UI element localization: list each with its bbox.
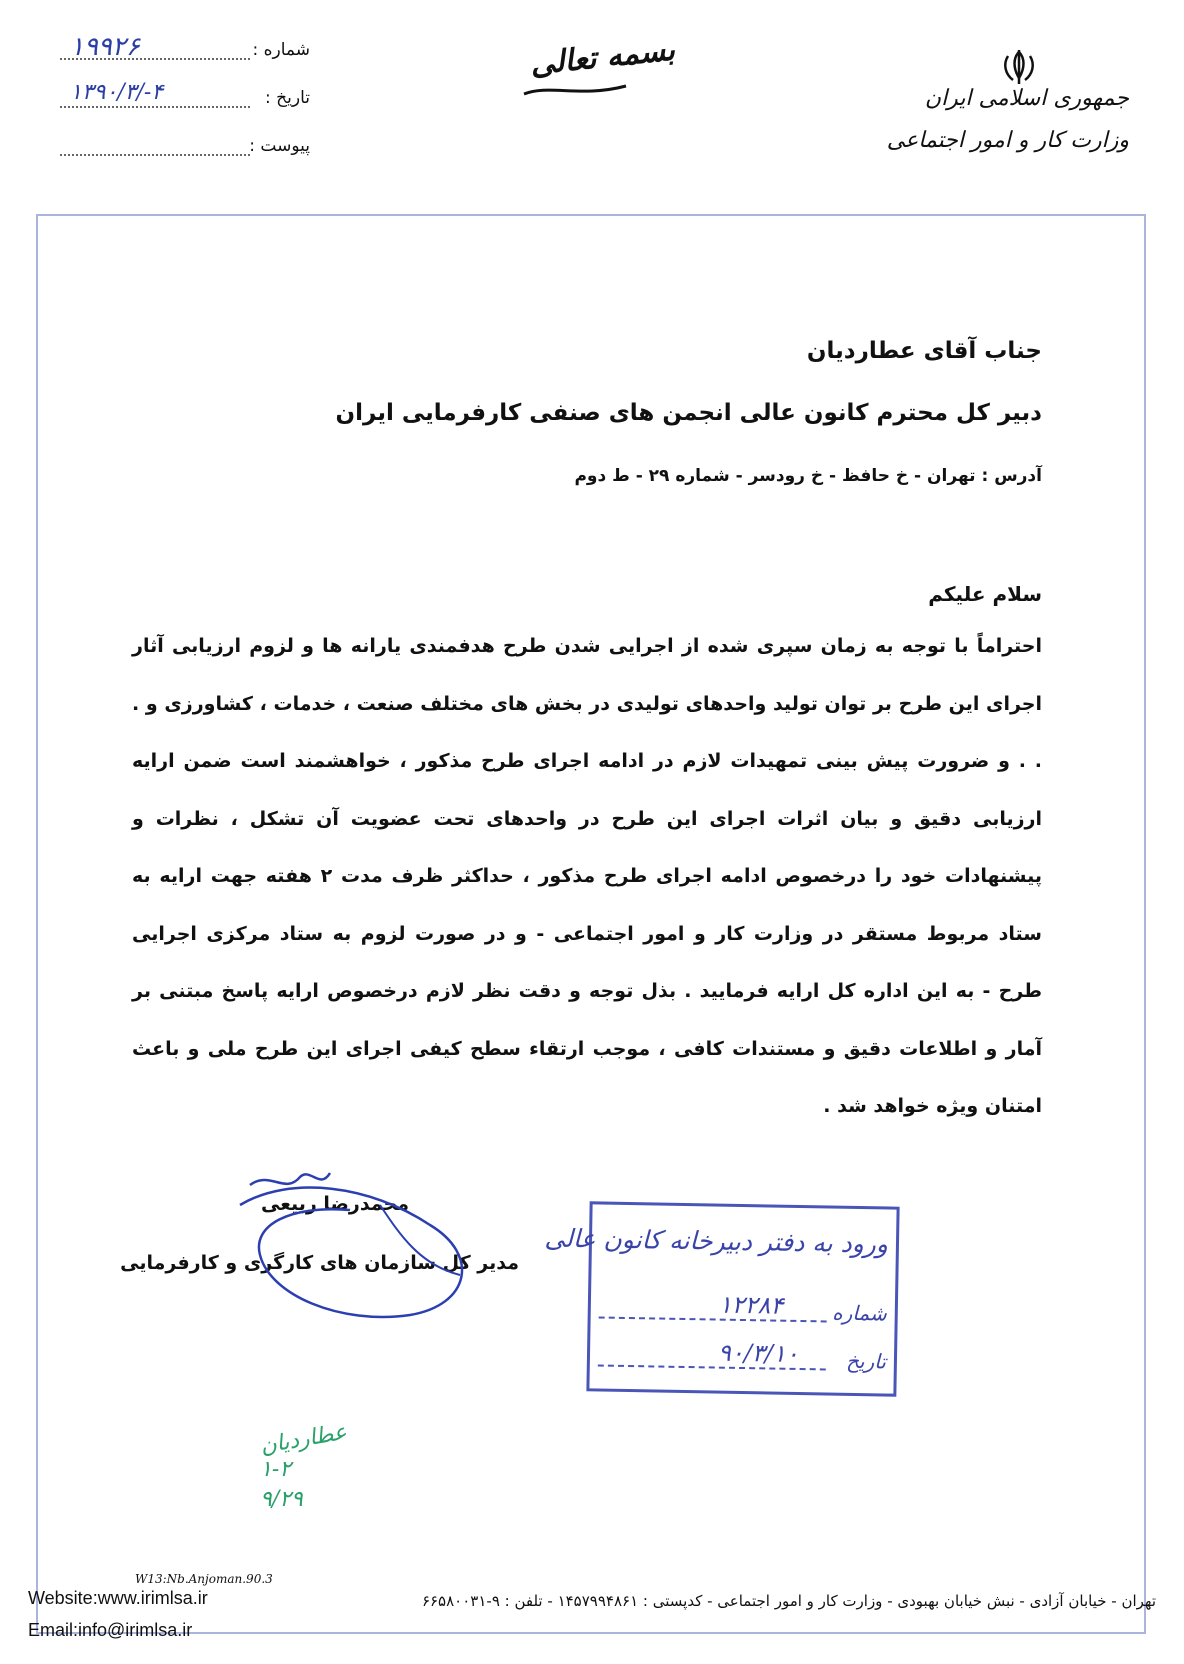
date-handwritten: ۱۳۹۰/۳/-۴ <box>70 80 164 105</box>
recipient-name: جناب آقای عطاردیان <box>806 338 1042 364</box>
number-field <box>60 32 310 70</box>
stamp-number-row <box>598 1290 887 1335</box>
stamp-date-row <box>598 1338 887 1383</box>
note-line2: ۱-۲ <box>260 1457 292 1482</box>
stamp-number-label: شماره <box>832 1300 887 1326</box>
footer-address: تهران - خیابان آزادی - نبش خیابان بهبودی - وزارت کار و امور اجتماعی - کدپستی : ۱۴۵۷۹۹۴۸۶۱ - تلفن : ۹-۶۶۵۸۰۰۳۱ <box>421 1592 1156 1610</box>
attachment-field <box>60 136 310 166</box>
org-name-line1: جمهوری اسلامی ایران <box>924 86 1129 111</box>
org-name-line2: وزارت کار و امور اجتماعی <box>886 128 1129 153</box>
number-label: شماره : <box>252 40 310 60</box>
stamp-number-line <box>599 1316 827 1322</box>
date-label: تاریخ : <box>265 88 310 108</box>
stamp-title: ورود به دفتر دبیرخانه کانون عالی <box>544 1223 889 1259</box>
signer-title: مدیر کل سازمان های کارگری و کارفرمایی <box>120 1252 519 1274</box>
attachment-label: پیوست : <box>249 136 310 156</box>
basmala-heading: بسمه تعالی <box>528 32 677 83</box>
footer-website: Website:www.irimlsa.ir <box>28 1588 208 1608</box>
signer-name: محمدرضا ربیعی <box>261 1193 409 1215</box>
recipient-address: آدرس : تهران - خ حافظ - خ رودسر - شماره ۲۹ - ط دوم <box>574 466 1042 486</box>
signature-icon <box>230 1165 500 1325</box>
iran-emblem-icon <box>999 48 1039 86</box>
stamp-date-label: تاریخ <box>845 1348 887 1374</box>
date-dotted-line <box>60 106 250 108</box>
handwritten-note <box>258 1419 349 1515</box>
stamp-date-value: ۹۰/۳/۱۰ <box>717 1338 799 1368</box>
number-handwritten: ۱۹۹۲۶ <box>70 32 140 62</box>
stamp-number-value: ۱۲۲۸۴ <box>718 1290 784 1320</box>
basmala-swash-icon <box>520 80 630 100</box>
footer-email: Email:info@irimlsa.ir <box>28 1620 193 1640</box>
greeting: سلام علیکم <box>928 582 1042 606</box>
letter-body: احتراماً با توجه به زمان سپری شده از اجرایی شدن طرح هدفمندی یارانه ها و لزوم ارزیابی آثار اجرای این طرح بر توان تولید واحدهای تولیدی در بخش های مختلف صنعت ، خدمات ، کشاورزی و . . . و ضرورت پیش بینی تمهیدات لازم در ادامه اجرای طرح مذکور ، خواهشمند است ضمن ارایه ارزیابی دقیق و بیان اثرات اجرای این طرح در واحدهای تحت عضویت آن تشکل ، نظرات و پیشنهادات خود را درخصوص ادامه اجرای طرح مذکور ، حداکثر ظرف مدت ۲ هفته جهت ارایه به ستاد مربوط مستقر در وزارت کار و امور اجتماعی - و در صورت لزوم به ستاد مرکزی اجرایی طرح - به این اداره کل ارایه فرمایید . بذل توجه و دقت نظر لازم درخصوص ارایه پاسخ مبتنی بر آمار و اطلاعات دقیق و مستندات کافی ، موجب ارتقاء سطح کیفی اجرای این طرح ملی و باعث امتنان ویژه خواهد شد . <box>132 635 1042 1117</box>
attachment-dotted-line <box>60 154 250 156</box>
note-line1: عطاردیان <box>258 1419 349 1460</box>
registry-stamp <box>544 1201 899 1396</box>
note-line3: ۹/۲۹ <box>260 1487 303 1512</box>
document-code: W13:Nb.Anjoman.90.3 <box>135 1572 273 1586</box>
recipient-title: دبیر کل محترم کانون عالی انجمن های صنفی کارفرمایی ایران <box>335 400 1042 426</box>
date-field <box>60 80 310 118</box>
